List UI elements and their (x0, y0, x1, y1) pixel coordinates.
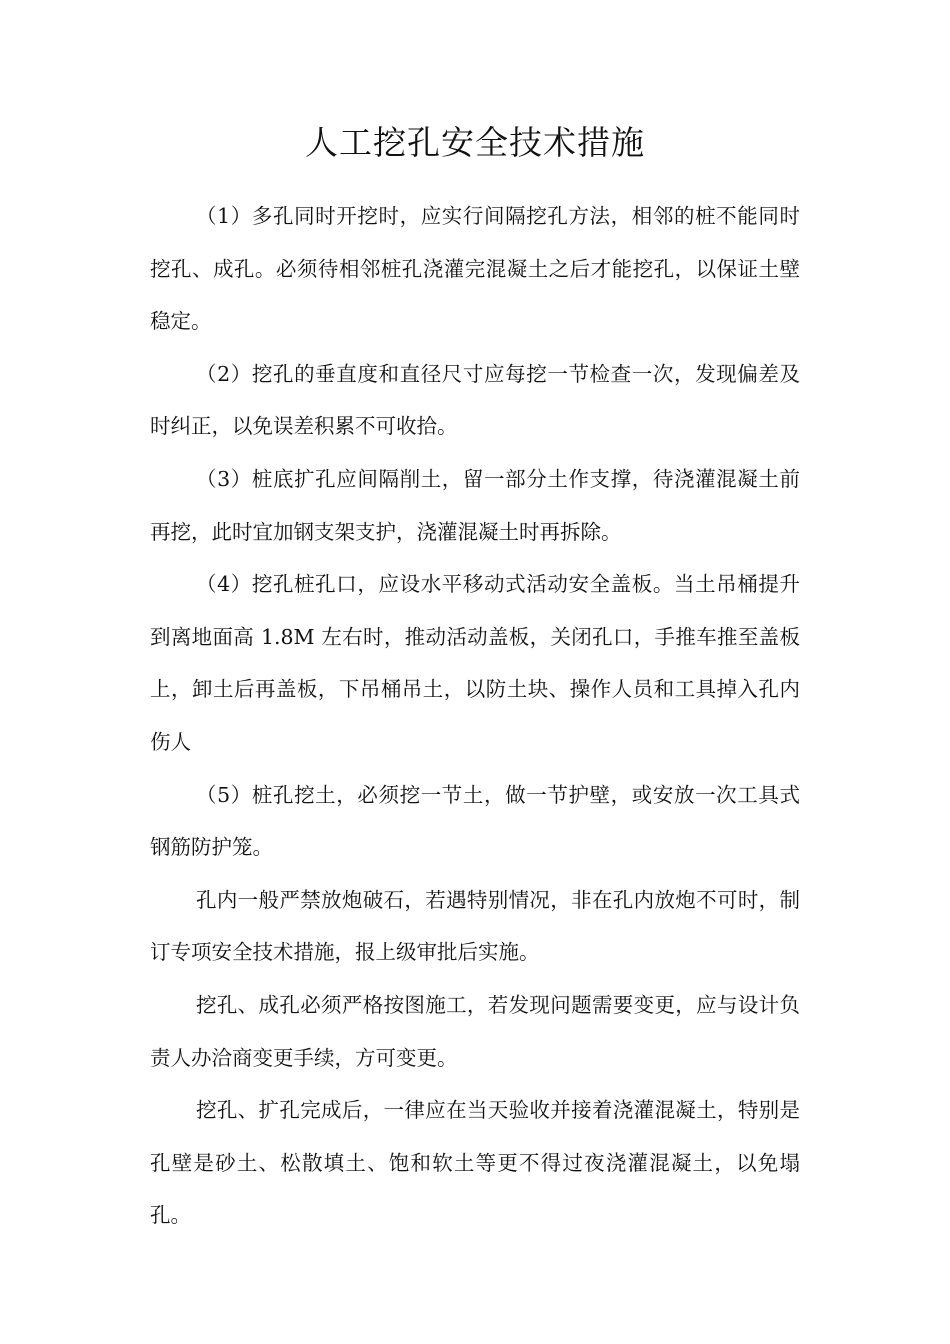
paragraph-2: （2）挖孔的垂直度和直径尺寸应每挖一节检查一次，发现偏差及时纠正，以免误差积累不可收拾。 (150, 361, 800, 439)
document-body (150, 190, 800, 1242)
paragraph-3: （3）桩底扩孔应间隔削土，留一部分土作支撑，待浇灌混凝土前再挖，此时宜加钢支架支护，浇灌混凝土时再拆除。 (150, 466, 800, 544)
paragraph-5: （5）桩孔挖土，必须挖一节土，做一节护壁，或安放一次工具式钢筋防护笼。 (150, 782, 800, 860)
paragraph-8: 挖孔、扩孔完成后，一律应在当天验收并接着浇灌混凝土，特别是孔壁是砂土、松散填土、饱和软土等更不得过夜浇灌混凝土，以免塌孔。 (150, 1098, 800, 1228)
document-title: 人工挖孔安全技术措施 (305, 123, 645, 162)
paragraph-7: 挖孔、成孔必须严格按图施工，若发现问题需要变更，应与设计负责人办洽商变更手续，方可变更。 (150, 992, 800, 1070)
paragraph-6: 孔内一般严禁放炮破石，若遇特别情况，非在孔内放炮不可时，制订专项安全技术措施，报上级审批后实施。 (150, 887, 800, 965)
paragraph-4: （4）挖孔桩孔口，应设水平移动式活动安全盖板。当土吊桶提升到离地面高 1.8M 左右时，推动活动盖板，关闭孔口，手推车推至盖板上，卸土后再盖板，下吊桶吊土，以防土块、操作人员和工具掉入孔内伤人 (150, 572, 800, 754)
paragraph-1: （1）多孔同时开挖时，应实行间隔挖孔方法，相邻的桩不能同时挖孔、成孔。必须待相邻桩孔浇灌完混凝土之后才能挖孔，以保证土壁稳定。 (150, 204, 800, 334)
